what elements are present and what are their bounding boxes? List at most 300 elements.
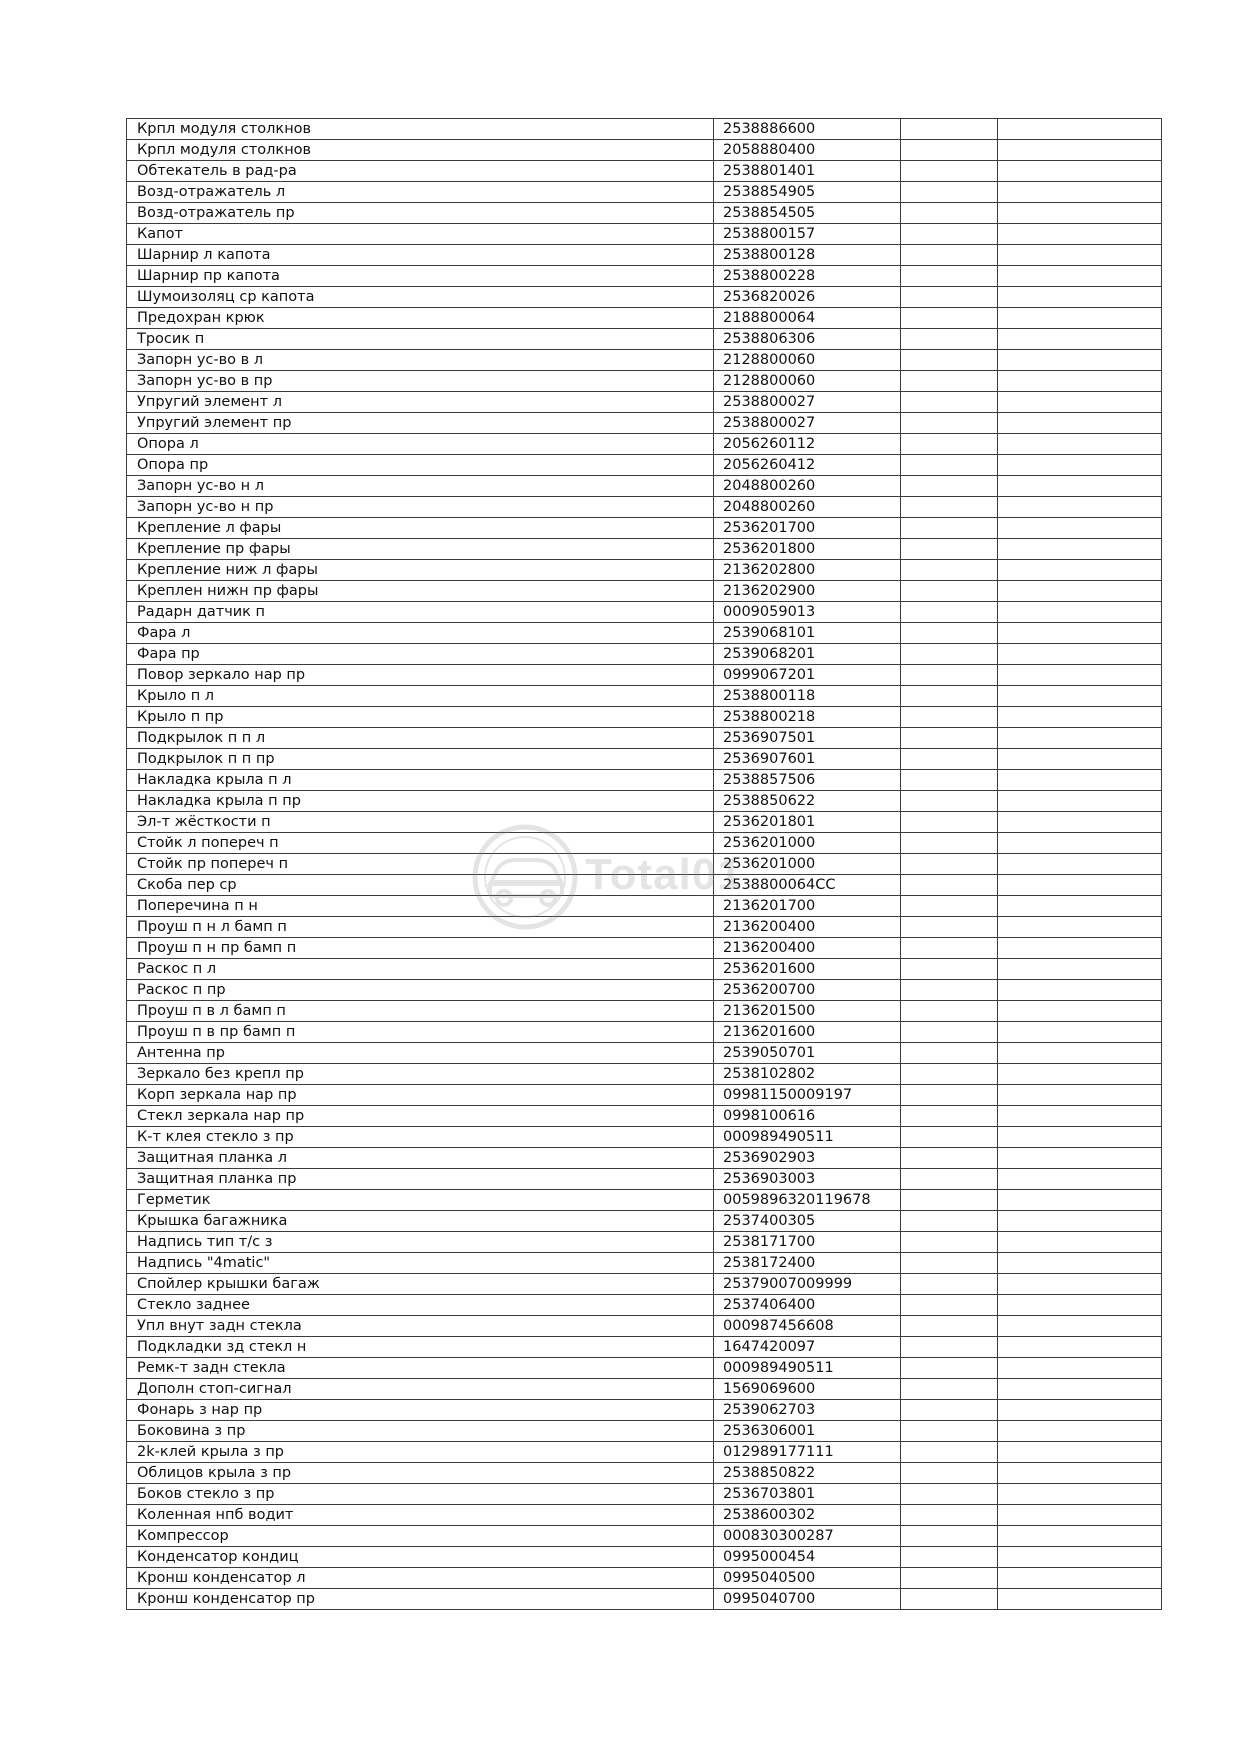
empty-cell <box>901 245 998 266</box>
part-code-cell: 2536200700 <box>714 980 901 1001</box>
part-name-cell: Боков стекло з пр <box>127 1484 714 1505</box>
watermark-text: Total01 <box>585 850 743 899</box>
empty-cell <box>998 749 1162 770</box>
empty-cell <box>901 1295 998 1316</box>
part-code-cell: 2536201000 <box>714 854 901 875</box>
empty-cell <box>998 1400 1162 1421</box>
empty-cell <box>901 161 998 182</box>
part-code-cell: 2536201600 <box>714 959 901 980</box>
empty-cell <box>901 266 998 287</box>
parts-table <box>126 118 1162 1610</box>
empty-cell <box>901 875 998 896</box>
part-code-cell: 012989177111 <box>714 1442 901 1463</box>
part-name-cell: Раскос п л <box>127 959 714 980</box>
part-name-cell: Упругий элемент л <box>127 392 714 413</box>
empty-cell <box>901 1484 998 1505</box>
empty-cell <box>901 1463 998 1484</box>
table-row <box>127 749 1162 770</box>
part-code-cell: 0995000454 <box>714 1547 901 1568</box>
part-code-cell: 2536703801 <box>714 1484 901 1505</box>
part-name-cell: Ремк-т задн стекла <box>127 1358 714 1379</box>
part-name-cell: Надпись тип т/с з <box>127 1232 714 1253</box>
empty-cell <box>901 959 998 980</box>
empty-cell <box>901 1316 998 1337</box>
empty-cell <box>998 308 1162 329</box>
empty-cell <box>998 854 1162 875</box>
empty-cell <box>901 1022 998 1043</box>
part-code-cell: 2536902903 <box>714 1148 901 1169</box>
part-name-cell: Шумоизоляц ср капота <box>127 287 714 308</box>
part-code-cell: 2048800260 <box>714 476 901 497</box>
empty-cell <box>998 371 1162 392</box>
part-code-cell: 0009059013 <box>714 602 901 623</box>
part-name-cell: Эл-т жёсткости п <box>127 812 714 833</box>
empty-cell <box>998 644 1162 665</box>
part-name-cell: Крепление л фары <box>127 518 714 539</box>
part-code-cell: 2188800064 <box>714 308 901 329</box>
table-row <box>127 623 1162 644</box>
part-name-cell: Зеркало без крепл пр <box>127 1064 714 1085</box>
empty-cell <box>901 938 998 959</box>
empty-cell <box>901 1442 998 1463</box>
empty-cell <box>998 1211 1162 1232</box>
empty-cell <box>901 812 998 833</box>
part-code-cell: 2538857506 <box>714 770 901 791</box>
empty-cell <box>901 854 998 875</box>
empty-cell <box>998 182 1162 203</box>
empty-cell <box>901 392 998 413</box>
empty-cell <box>998 518 1162 539</box>
table-row <box>127 1358 1162 1379</box>
empty-cell <box>901 1001 998 1022</box>
empty-cell <box>998 1253 1162 1274</box>
empty-cell <box>901 1232 998 1253</box>
part-code-cell: 2538886600 <box>714 119 901 140</box>
empty-cell <box>901 623 998 644</box>
table-row <box>127 1484 1162 1505</box>
part-code-cell: 2538801401 <box>714 161 901 182</box>
empty-cell <box>998 1064 1162 1085</box>
empty-cell <box>901 644 998 665</box>
part-name-cell: Креплен нижн пр фары <box>127 581 714 602</box>
table-row <box>127 1169 1162 1190</box>
part-code-cell: 2536306001 <box>714 1421 901 1442</box>
part-name-cell: Запорн ус-во н л <box>127 476 714 497</box>
part-code-cell: 25379007009999 <box>714 1274 901 1295</box>
table-row <box>127 1043 1162 1064</box>
table-row <box>127 1001 1162 1022</box>
empty-cell <box>901 434 998 455</box>
empty-cell <box>901 1526 998 1547</box>
part-name-cell: Крепление пр фары <box>127 539 714 560</box>
empty-cell <box>901 455 998 476</box>
empty-cell <box>998 1316 1162 1337</box>
empty-cell <box>998 350 1162 371</box>
part-code-cell: 2536903003 <box>714 1169 901 1190</box>
part-name-cell: Боковина з пр <box>127 1421 714 1442</box>
table-row <box>127 1295 1162 1316</box>
empty-cell <box>901 224 998 245</box>
table-row <box>127 728 1162 749</box>
part-code-cell: 2538800128 <box>714 245 901 266</box>
table-row <box>127 1337 1162 1358</box>
part-code-cell: 2536201700 <box>714 518 901 539</box>
table-row <box>127 1211 1162 1232</box>
part-name-cell: Крепление ниж л фары <box>127 560 714 581</box>
empty-cell <box>901 371 998 392</box>
table-row <box>127 1421 1162 1442</box>
table-row <box>127 854 1162 875</box>
empty-cell <box>901 1127 998 1148</box>
part-code-cell: 2136202900 <box>714 581 901 602</box>
table-row <box>127 1547 1162 1568</box>
part-code-cell: 000830300287 <box>714 1526 901 1547</box>
part-name-cell: Надпись "4matic" <box>127 1253 714 1274</box>
table-row <box>127 1379 1162 1400</box>
table-row <box>127 1148 1162 1169</box>
empty-cell <box>901 1358 998 1379</box>
empty-cell <box>901 329 998 350</box>
part-code-cell: 2539068201 <box>714 644 901 665</box>
part-name-cell: Защитная планка л <box>127 1148 714 1169</box>
empty-cell <box>998 539 1162 560</box>
table-row <box>127 1589 1162 1610</box>
table-row <box>127 329 1162 350</box>
part-code-cell: 2048800260 <box>714 497 901 518</box>
empty-cell <box>998 959 1162 980</box>
part-code-cell: 2538854905 <box>714 182 901 203</box>
part-name-cell: Шарнир л капота <box>127 245 714 266</box>
table-row <box>127 1463 1162 1484</box>
part-name-cell: Фонарь з нар пр <box>127 1400 714 1421</box>
empty-cell <box>901 1400 998 1421</box>
empty-cell <box>998 497 1162 518</box>
part-code-cell: 2538102802 <box>714 1064 901 1085</box>
table-row <box>127 518 1162 539</box>
empty-cell <box>901 308 998 329</box>
table-row <box>127 896 1162 917</box>
empty-cell <box>998 1190 1162 1211</box>
empty-cell <box>901 707 998 728</box>
part-code-cell: 2538600302 <box>714 1505 901 1526</box>
empty-cell <box>901 1337 998 1358</box>
table-row <box>127 770 1162 791</box>
part-code-cell: 0059896320119678 <box>714 1190 901 1211</box>
part-name-cell: Крыло п л <box>127 686 714 707</box>
part-name-cell: Компрессор <box>127 1526 714 1547</box>
empty-cell <box>998 266 1162 287</box>
part-name-cell: Проуш п н пр бамп п <box>127 938 714 959</box>
empty-cell <box>901 1505 998 1526</box>
empty-cell <box>901 560 998 581</box>
part-code-cell: 000989490511 <box>714 1127 901 1148</box>
empty-cell <box>901 686 998 707</box>
part-code-cell: 0998100616 <box>714 1106 901 1127</box>
table-row <box>127 560 1162 581</box>
part-code-cell: 2536201801 <box>714 812 901 833</box>
table-row <box>127 1127 1162 1148</box>
empty-cell <box>901 119 998 140</box>
empty-cell <box>901 602 998 623</box>
empty-cell <box>998 581 1162 602</box>
empty-cell <box>998 833 1162 854</box>
table-row <box>127 476 1162 497</box>
part-code-cell: 2136200400 <box>714 917 901 938</box>
table-row <box>127 1505 1162 1526</box>
table-row <box>127 602 1162 623</box>
part-name-cell: Фара пр <box>127 644 714 665</box>
empty-cell <box>901 1169 998 1190</box>
table-row <box>127 791 1162 812</box>
part-code-cell: 000987456608 <box>714 1316 901 1337</box>
empty-cell <box>998 1484 1162 1505</box>
part-code-cell: 2536201800 <box>714 539 901 560</box>
part-code-cell: 2538800118 <box>714 686 901 707</box>
table-row <box>127 665 1162 686</box>
part-name-cell: Капот <box>127 224 714 245</box>
part-code-cell: 2128800060 <box>714 371 901 392</box>
empty-cell <box>998 728 1162 749</box>
part-name-cell: Подкрылок п п пр <box>127 749 714 770</box>
empty-cell <box>901 980 998 1001</box>
empty-cell <box>901 1148 998 1169</box>
table-row <box>127 938 1162 959</box>
part-code-cell: 1569069600 <box>714 1379 901 1400</box>
table-row <box>127 644 1162 665</box>
empty-cell <box>901 917 998 938</box>
part-code-cell: 2538172400 <box>714 1253 901 1274</box>
part-code-cell: 2538171700 <box>714 1232 901 1253</box>
empty-cell <box>901 1106 998 1127</box>
empty-cell <box>998 1295 1162 1316</box>
part-name-cell: Обтекатель в рад-ра <box>127 161 714 182</box>
table-row <box>127 1568 1162 1589</box>
empty-cell <box>998 203 1162 224</box>
table-row <box>127 224 1162 245</box>
part-code-cell: 2538806306 <box>714 329 901 350</box>
empty-cell <box>998 224 1162 245</box>
part-name-cell: Стекл зеркала нар пр <box>127 1106 714 1127</box>
table-row <box>127 119 1162 140</box>
empty-cell <box>901 1190 998 1211</box>
part-name-cell: Крышка багажника <box>127 1211 714 1232</box>
part-code-cell: 2539050701 <box>714 1043 901 1064</box>
table-row <box>127 287 1162 308</box>
part-code-cell: 0995040700 <box>714 1589 901 1610</box>
table-row <box>127 140 1162 161</box>
table-row <box>127 1106 1162 1127</box>
empty-cell <box>901 896 998 917</box>
empty-cell <box>901 665 998 686</box>
table-row <box>127 392 1162 413</box>
part-name-cell: Проуш п в пр бамп п <box>127 1022 714 1043</box>
table-row <box>127 1085 1162 1106</box>
empty-cell <box>998 560 1162 581</box>
empty-cell <box>998 791 1162 812</box>
part-name-cell: Стойк л попереч п <box>127 833 714 854</box>
table-row <box>127 182 1162 203</box>
empty-cell <box>901 1421 998 1442</box>
table-row <box>127 581 1162 602</box>
table-row <box>127 266 1162 287</box>
part-name-cell: Скоба пер ср <box>127 875 714 896</box>
table-row <box>127 434 1162 455</box>
empty-cell <box>901 1568 998 1589</box>
empty-cell <box>901 833 998 854</box>
part-name-cell: Крпл модуля столкнов <box>127 140 714 161</box>
empty-cell <box>901 1274 998 1295</box>
part-name-cell: Облицов крыла з пр <box>127 1463 714 1484</box>
part-name-cell: Накладка крыла п л <box>127 770 714 791</box>
empty-cell <box>901 770 998 791</box>
empty-cell <box>998 287 1162 308</box>
part-name-cell: Возд-отражатель пр <box>127 203 714 224</box>
part-code-cell: 2136200400 <box>714 938 901 959</box>
table-row <box>127 875 1162 896</box>
part-name-cell: К-т клея стекло з пр <box>127 1127 714 1148</box>
part-name-cell: Возд-отражатель л <box>127 182 714 203</box>
empty-cell <box>998 1169 1162 1190</box>
part-name-cell: Фара л <box>127 623 714 644</box>
table-row <box>127 1232 1162 1253</box>
part-name-cell: Стекло заднее <box>127 1295 714 1316</box>
table-row <box>127 203 1162 224</box>
empty-cell <box>998 1106 1162 1127</box>
table-row <box>127 1442 1162 1463</box>
empty-cell <box>998 665 1162 686</box>
part-name-cell: Накладка крыла п пр <box>127 791 714 812</box>
empty-cell <box>998 392 1162 413</box>
part-code-cell: 2136201700 <box>714 896 901 917</box>
empty-cell <box>901 140 998 161</box>
part-code-cell: 2058880400 <box>714 140 901 161</box>
empty-cell <box>998 917 1162 938</box>
empty-cell <box>901 1211 998 1232</box>
part-name-cell: Упругий элемент пр <box>127 413 714 434</box>
empty-cell <box>998 413 1162 434</box>
table-row <box>127 833 1162 854</box>
empty-cell <box>998 119 1162 140</box>
part-name-cell: Опора л <box>127 434 714 455</box>
empty-cell <box>901 791 998 812</box>
empty-cell <box>998 1547 1162 1568</box>
part-code-cell: 2536201000 <box>714 833 901 854</box>
empty-cell <box>998 980 1162 1001</box>
table-row <box>127 812 1162 833</box>
part-code-cell: 1647420097 <box>714 1337 901 1358</box>
empty-cell <box>901 476 998 497</box>
part-code-cell: 2536820026 <box>714 287 901 308</box>
part-code-cell: 2056260112 <box>714 434 901 455</box>
empty-cell <box>901 350 998 371</box>
part-code-cell: 2539062703 <box>714 1400 901 1421</box>
part-code-cell: 2536907601 <box>714 749 901 770</box>
empty-cell <box>901 1043 998 1064</box>
part-name-cell: Радарн датчик п <box>127 602 714 623</box>
part-name-cell: Корп зеркала нар пр <box>127 1085 714 1106</box>
part-code-cell: 2136202800 <box>714 560 901 581</box>
part-code-cell: 2538800228 <box>714 266 901 287</box>
empty-cell <box>998 1379 1162 1400</box>
part-name-cell: Конденсатор кондиц <box>127 1547 714 1568</box>
part-code-cell: 2537406400 <box>714 1295 901 1316</box>
empty-cell <box>901 1085 998 1106</box>
part-code-cell: 2538854505 <box>714 203 901 224</box>
part-code-cell: 2538800157 <box>714 224 901 245</box>
table-row <box>127 1274 1162 1295</box>
part-code-cell: 2538850622 <box>714 791 901 812</box>
table-row <box>127 245 1162 266</box>
empty-cell <box>998 1085 1162 1106</box>
empty-cell <box>901 1253 998 1274</box>
table-row <box>127 371 1162 392</box>
part-name-cell: Запорн ус-во в пр <box>127 371 714 392</box>
part-name-cell: Проуш п в л бамп п <box>127 1001 714 1022</box>
part-code-cell: 2539068101 <box>714 623 901 644</box>
empty-cell <box>998 161 1162 182</box>
part-name-cell: Герметик <box>127 1190 714 1211</box>
empty-cell <box>998 896 1162 917</box>
table-row <box>127 350 1162 371</box>
empty-cell <box>998 1421 1162 1442</box>
part-code-cell: 000989490511 <box>714 1358 901 1379</box>
part-code-cell: 0999067201 <box>714 665 901 686</box>
part-code-cell: 09981150009197 <box>714 1085 901 1106</box>
part-name-cell: Коленная нпб водит <box>127 1505 714 1526</box>
part-code-cell: 0995040500 <box>714 1568 901 1589</box>
table-row <box>127 308 1162 329</box>
empty-cell <box>998 1001 1162 1022</box>
empty-cell <box>998 1232 1162 1253</box>
empty-cell <box>901 182 998 203</box>
table-row <box>127 686 1162 707</box>
part-code-cell: 2538850822 <box>714 1463 901 1484</box>
part-name-cell: Опора пр <box>127 455 714 476</box>
part-name-cell: Подкладки зд стекл н <box>127 1337 714 1358</box>
table-row <box>127 455 1162 476</box>
empty-cell <box>998 1526 1162 1547</box>
empty-cell <box>901 1589 998 1610</box>
part-code-cell: 2537400305 <box>714 1211 901 1232</box>
empty-cell <box>998 686 1162 707</box>
empty-cell <box>998 1043 1162 1064</box>
empty-cell <box>901 1547 998 1568</box>
empty-cell <box>998 1148 1162 1169</box>
empty-cell <box>998 1127 1162 1148</box>
empty-cell <box>998 623 1162 644</box>
empty-cell <box>998 140 1162 161</box>
empty-cell <box>901 1379 998 1400</box>
empty-cell <box>998 1274 1162 1295</box>
empty-cell <box>998 455 1162 476</box>
empty-cell <box>901 203 998 224</box>
part-code-cell: 2136201600 <box>714 1022 901 1043</box>
empty-cell <box>998 245 1162 266</box>
empty-cell <box>901 287 998 308</box>
empty-cell <box>901 581 998 602</box>
part-name-cell: 2k-клей крыла з пр <box>127 1442 714 1463</box>
empty-cell <box>901 497 998 518</box>
empty-cell <box>998 1463 1162 1484</box>
part-code-cell: 2128800060 <box>714 350 901 371</box>
empty-cell <box>998 602 1162 623</box>
table-row <box>127 707 1162 728</box>
empty-cell <box>901 749 998 770</box>
part-code-cell: 2536907501 <box>714 728 901 749</box>
empty-cell <box>998 476 1162 497</box>
empty-cell <box>998 1442 1162 1463</box>
empty-cell <box>998 1022 1162 1043</box>
